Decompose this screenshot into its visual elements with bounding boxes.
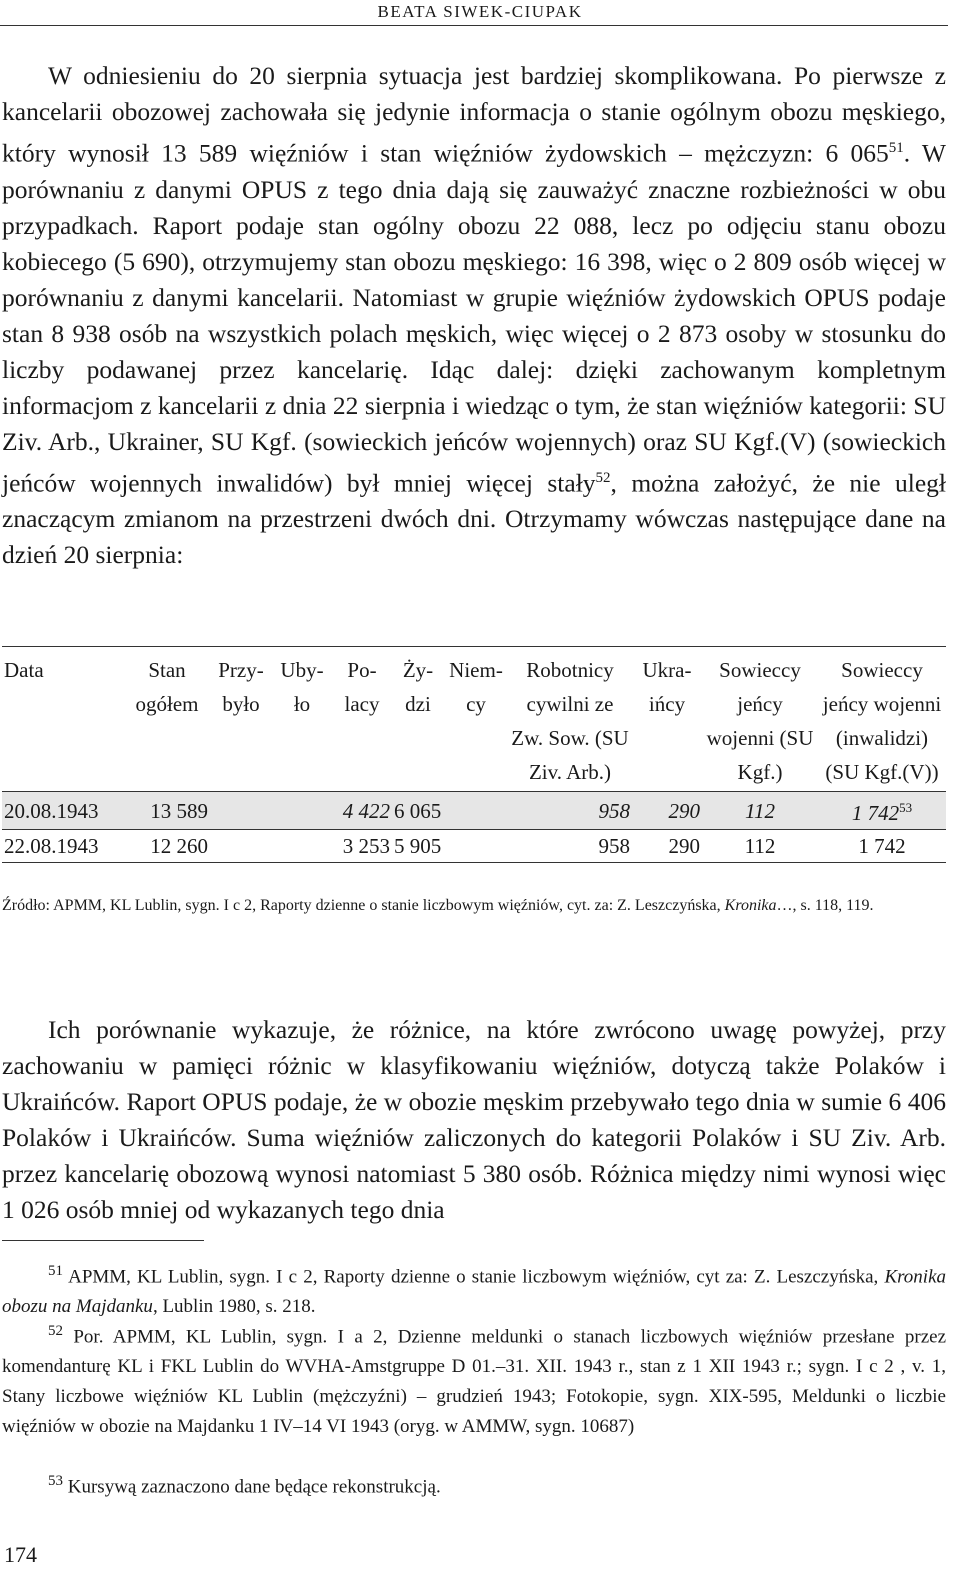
- cell-total: 13 589: [150, 798, 208, 823]
- running-header: BEATA SIWEK-CIUPAK: [377, 2, 583, 21]
- col-header-jews: Ży-dzi: [402, 658, 434, 716]
- cell-pow-invalids: 1 $742^{53}$: [851, 800, 913, 825]
- table-row: [2, 792, 946, 830]
- table-source-note: Źródło: APMM, KL Lublin, sygn. I c 2, Raporty dzienne o stanie liczbowym więźniów, cyt. za: Z. Leszczyńska, Kronika…, s. 118, 119.: [2, 897, 874, 914]
- cell-civil-workers: 958: [598, 798, 630, 823]
- col-header-poles: Po-lacy: [344, 658, 380, 716]
- col-header-departed: Uby-ło: [280, 658, 324, 716]
- col-header-ukrainians: Ukra-ińcy: [642, 658, 692, 716]
- col-header-arrived: Przy-było: [218, 658, 264, 716]
- cell-poles: 4 422: [342, 798, 390, 823]
- cell-germans: [444, 792, 508, 830]
- page-number: 174: [4, 1542, 37, 1567]
- col-header-date: Data: [4, 658, 44, 682]
- cell-ukrainians: 290: [668, 834, 700, 858]
- cell-pow: 112: [744, 834, 776, 858]
- cell-poles: 3 253: [342, 834, 390, 858]
- footnote-51: $^{51}$ APMM, KL Lublin, sygn. I c 2, Raporty dzienne o stanie liczbowym więźniów, cyt za: Z. Leszczyńska, Kronika obozu na Majdanku, Lublin 1980, s. 218.: [2, 1263, 947, 1318]
- col-header-total: Stan ogółem: [135, 658, 199, 716]
- cell-total: 12 260: [150, 834, 208, 858]
- footnote-ref-53[interactable]: 53: [899, 800, 913, 815]
- cell-jews: 6 065: [394, 798, 442, 823]
- col-header-germans: Niem-cy: [449, 658, 503, 716]
- col-header-pow-invalids: Sowieccy jeńcy wojenni (inwalidzi) (SU Kgf.(V)): [822, 658, 942, 784]
- paragraph-1: W odniesieniu do 20 sierpnia sytuacja jest bardziej skomplikowana. Po pierwsze z kancelarii obozowej zachowała się jedynie informacja o stanie ogólnym obozu męskiego, który wynosił 13 589 więźniów i stan więźniów żydowskich – mężczyzn: 6 $065^{51}$. W porównaniu z danymi OPUS z tego dnia dają się zauważyć znaczne rozbieżności w obu przypadkach. Raport podaje stan ogólny obozu 22 088, lecz po odjęciu stanu obozu kobiecego (5 690), otrzymujemy stan obozu męskiego: 16 398, więc o 2 809 osób więcej w porównaniu z danymi kancelarii. Natomiast w grupie więźniów żydowskich OPUS podaje stan 8 938 osób na wszystkich polach męskich, więc więcej o 2 873 osoby w stosunku do liczby podawanej przez kancelarię. Idąc dalej: dzięki zachowanym kompletnym informacjom z kancelarii z dnia 22 sierpnia i wiedząc o tym, że stan więźniów kategorii: SU Ziv. Arb., Ukrainer, SU Kgf. (sowieckich jeńców wojennych) oraz SU Kgf.(V) (sowieckich jeńców wojennych inwalidów) był mniej więcej stały$^{52}$, można założyć, że nie uległ znaczącym zmianom na przestrzeni dwóch dni. Otrzymamy wówczas następujące dane na dzień 20 sierpnia:: [2, 61, 946, 569]
- cell-date: 20.08.1943: [4, 798, 99, 823]
- cell-civil-workers: 958: [598, 834, 630, 858]
- cell-pow-invalids: 1 742: [858, 834, 906, 858]
- cell-departed: [272, 792, 332, 830]
- cell-ukrainians: 290: [668, 798, 700, 823]
- paragraph-2: Ich porównanie wykazuje, że różnice, na które zwrócono uwagę powyżej, przy zachowaniu w pamięci różnic w klasyfikowaniu więźniów, dotyczą także Polaków i Ukraińców. Raport OPUS podaje, że w obozie męskim przebywało tego dnia w sumie 6 406 Polaków i Ukraińców. Suma więźniów zaliczonych do kategorii Polaków i SU Ziv. Arb. przez kancelarię obozową wynosi natomiast 5 380 osób. Różnica między nimi wynosi więc 1 026 osób mniej od wykazanych tego dnia: [2, 1015, 946, 1224]
- table-row: [2, 830, 946, 863]
- header-rule: [0, 25, 948, 26]
- col-header-pow: Sowieccy jeńcy wojenni (SU Kgf.): [706, 658, 814, 784]
- footnote-separator: [2, 1240, 204, 1241]
- cell-arrived: [210, 830, 272, 863]
- data-table: [2, 646, 946, 863]
- table-header-row: [2, 647, 946, 792]
- cell-jews: 5 905: [394, 834, 442, 858]
- footnote-number: 52: [48, 1323, 63, 1339]
- cell-date: 22.08.1943: [4, 834, 99, 858]
- footnote-number: 53: [48, 1473, 63, 1489]
- cell-arrived: [210, 792, 272, 830]
- col-header-civil-workers: Robotnicy cywilni ze Zw. Sow. (SU Ziv. Arb.): [511, 658, 629, 784]
- footnote-ref-52[interactable]: 52: [595, 469, 611, 486]
- source-italic-title: Kronika: [724, 897, 777, 914]
- cell-departed: [272, 830, 332, 863]
- footnote-53: $^{53}$ Kursywą zaznaczono dane będące rekonstrukcją.: [48, 1473, 441, 1498]
- cell-pow: 112: [745, 798, 775, 823]
- cell-germans: [444, 830, 508, 863]
- footnote-ref-51[interactable]: 51: [888, 140, 904, 156]
- footnote-number: 51: [48, 1263, 63, 1279]
- footnote-52: $^{52}$ Por. APMM, KL Lublin, sygn. I a 2, Dzienne meldunki o stanach liczbowych więźniów przesłane przez komendanturę KL i FKL Lublin do WVHA-Amstgruppe D 01.–31. XII. 1943 r., stan z 1 XII 1943 r.; sygn. I c 2 , v. 1, Stany liczbowe więźniów KL Lublin (mężczyźni) – grudzień 1943; Fotokopie, sygn. XIX-595, Meldunki o liczbie więźniów w obozie na Majdanku 1 IV–14 VI 1943 (oryg. w AMMW, sygn. 10687): [2, 1323, 946, 1438]
